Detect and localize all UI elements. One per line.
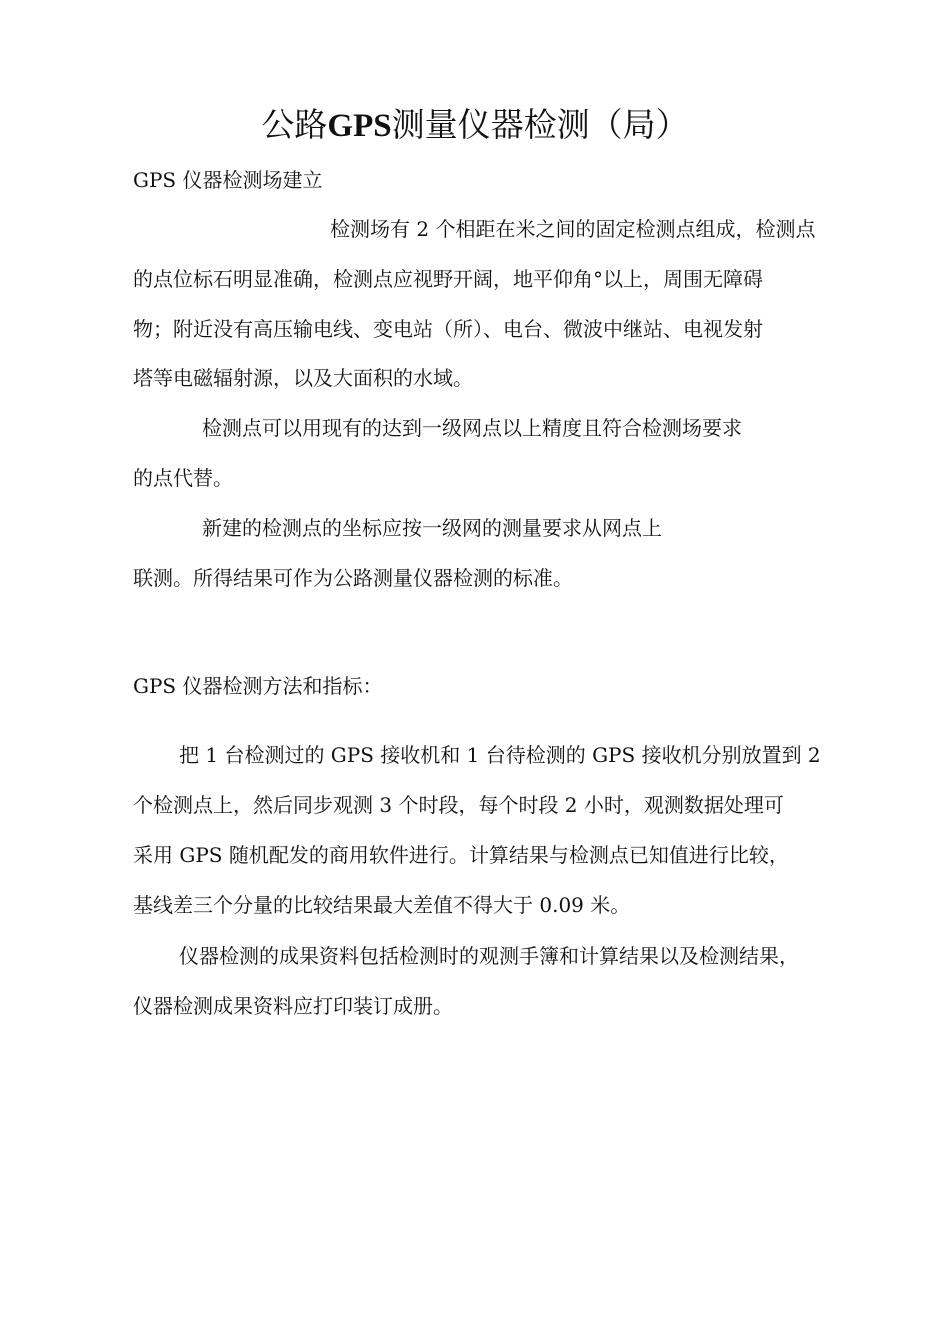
section1-para1-line4: 塔等电磁辐射源，以及大面积的水域。: [133, 366, 473, 390]
section1-para2-line2: 的点代替。: [133, 466, 233, 490]
section1-para3-line1: 新建的检测点的坐标应按一级网的测量要求从网点上: [202, 516, 662, 540]
section1-para3-line2: 联测。所得结果可作为公路测量仪器检测的标准。: [133, 566, 573, 590]
title-prefix: 公路: [261, 105, 328, 144]
title-suffix: 测量仪器检测（局）: [391, 105, 689, 144]
title-gps: GPS: [327, 108, 392, 144]
section1-heading: GPS 仪器检测场建立: [133, 168, 323, 192]
section1-para1-line2: 的点位标石明显准确，检测点应视野开阔，地平仰角°以上，周围无障碍: [133, 267, 763, 291]
section2-heading: GPS 仪器检测方法和指标：: [133, 674, 383, 698]
section2-para1-line2: 个检测点上，然后同步观测 3 个时段，每个时段 2 小时，观测数据处理可: [133, 793, 784, 817]
section2-para1-line3: 采用 GPS 随机配发的商用软件进行。计算结果与检测点已知值进行比较，: [133, 843, 789, 867]
section2-para1-line4: 基线差三个分量的比较结果最大差值不得大于 0.09 米。: [133, 893, 631, 917]
section1-para2-line1: 检测点可以用现有的达到一级网点以上精度且符合检测场要求: [202, 416, 742, 440]
section1-para1-line3: 物；附近没有高压输电线、变电站（所）、电台、微波中继站、电视发射: [133, 317, 763, 341]
section2-para2-line2: 仪器检测成果资料应打印装订成册。: [133, 994, 453, 1018]
section2-para2-line1: 仪器检测的成果资料包括检测时的观测手簿和计算结果以及检测结果，: [179, 944, 799, 968]
section1-para1-line1: 检测场有 2 个相距在米之间的固定检测点组成，检测点: [330, 217, 816, 241]
section2-para1-line1: 把 1 台检测过的 GPS 接收机和 1 台待检测的 GPS 接收机分别放置到 2: [179, 743, 821, 767]
document-title: [0, 103, 950, 148]
